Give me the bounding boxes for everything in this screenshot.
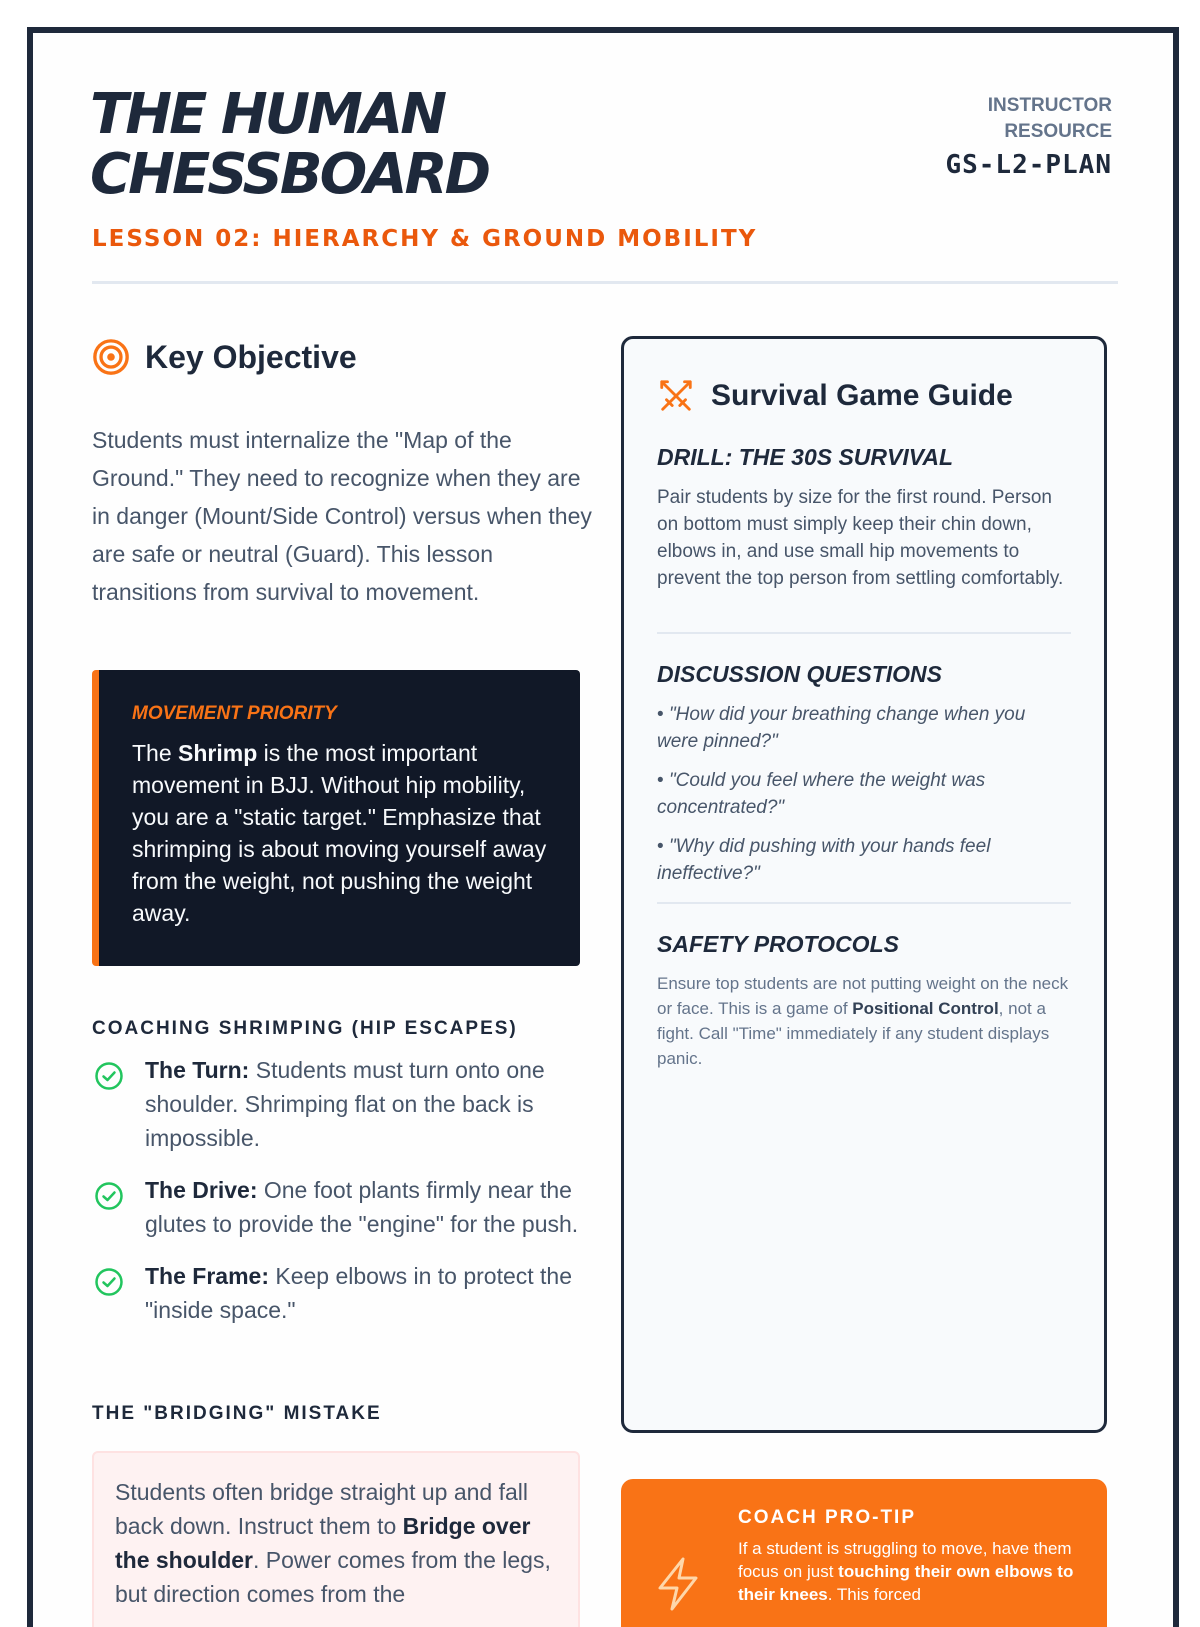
header-divider <box>92 281 1118 284</box>
priority-text: The Shrimp is the most important movement in BJJ. Without hip mobility, you are a "static target." Emphasize that shrimping is about moving yourself away from the weight, not pushing the weight away. <box>132 740 547 926</box>
lesson-subtitle: LESSON 02: HIERARCHY & GROUND MOBILITY <box>92 226 758 252</box>
check-circle-icon <box>94 1181 124 1211</box>
check-circle-icon <box>94 1267 124 1297</box>
drill-section <box>657 444 1071 592</box>
mistake-emphasis: Bridge over the shoulder <box>115 1513 531 1573</box>
section-divider <box>657 902 1071 904</box>
list-item <box>92 1053 582 1155</box>
list-item-text: Keep elbows in to protect the "inside space." <box>145 1263 573 1323</box>
objective-text: Students must internalize the "Map of the Ground." They need to recognize when they are in danger (Mount/Side Control) versus when they are safe or neutral (Guard). This lesson transitions from survival to movement. <box>92 427 592 605</box>
list-item-term: The Turn: <box>145 1057 250 1083</box>
movement-priority-callout <box>92 670 580 966</box>
protip-label: COACH PRO-TIP <box>738 1507 916 1528</box>
target-icon <box>92 338 130 376</box>
protip-emphasis: touching their own elbows to their knees <box>738 1562 1074 1604</box>
guide-title: Survival Game Guide <box>711 379 1013 412</box>
list-item: • "How did your breathing change when you were pinned?" <box>657 701 1071 755</box>
list-item-text: One foot plants firmly near the glutes to provide the "engine" for the push. <box>145 1177 579 1237</box>
drill-text: Pair students by size for the first round. Person on bottom must simply keep their chin down, elbows in, and use small hip movements to prevent the top person from settling comfortably. <box>657 487 1064 589</box>
section-divider <box>657 632 1071 634</box>
check-circle-icon <box>94 1061 124 1091</box>
safety-text: Ensure top students are not putting weight on the neck or face. This is a game of Positional Control, not a fight. Call "Time" immediately if any student displays panic. <box>657 974 1069 1068</box>
objective-header <box>92 338 357 376</box>
resource-code: GS-L2-PLAN <box>945 150 1112 180</box>
safety-section <box>657 931 1071 1071</box>
mistake-heading: THE "BRIDGING" MISTAKE <box>92 1403 382 1424</box>
discussion-questions <box>657 701 1071 887</box>
list-item <box>92 1173 582 1241</box>
list-item: • "Could you feel where the weight was concentrated?" <box>657 767 1071 821</box>
safety-emphasis: Positional Control <box>852 999 999 1018</box>
guide-header <box>657 377 1013 415</box>
survival-game-guide-card <box>621 336 1107 1433</box>
protip-text: If a student is struggling to move, have them focus on just touching their own elbows to their knees. This forced <box>738 1539 1074 1604</box>
discussion-section <box>657 661 1071 899</box>
list-item-term: The Drive: <box>145 1177 258 1203</box>
page-title: THE HUMAN CHESSBOARD <box>90 82 489 207</box>
coach-pro-tip-card <box>621 1479 1107 1627</box>
lesson-plan-page <box>27 27 1179 1627</box>
safety-heading: SAFETY PROTOCOLS <box>657 931 899 957</box>
list-item-term: The Frame: <box>145 1263 269 1289</box>
list-item: • "Why did pushing with your hands feel ineffective?" <box>657 833 1071 887</box>
list-item-text: Students must turn onto one shoulder. Shrimping flat on the back is impossible. <box>145 1057 545 1151</box>
drill-heading: DRILL: THE 30S SURVIVAL <box>657 444 954 470</box>
list-item <box>92 1259 582 1327</box>
coaching-heading: COACHING SHRIMPING (HIP ESCAPES) <box>92 1018 518 1039</box>
mistake-callout: Students often bridge straight up and fall back down. Instruct them to Bridge over the shoulder. Power comes from the legs, but direction comes from the <box>92 1451 580 1627</box>
objective-title: Key Objective <box>145 338 357 375</box>
coaching-list <box>92 1053 582 1345</box>
crossed-swords-icon <box>657 377 695 415</box>
lightning-icon <box>648 1554 708 1614</box>
discussion-heading: DISCUSSION QUESTIONS <box>657 661 942 687</box>
priority-label: MOVEMENT PRIORITY <box>132 703 337 724</box>
priority-emphasis: Shrimp <box>178 740 258 766</box>
resource-label: INSTRUCTOR RESOURCE <box>987 95 1112 142</box>
